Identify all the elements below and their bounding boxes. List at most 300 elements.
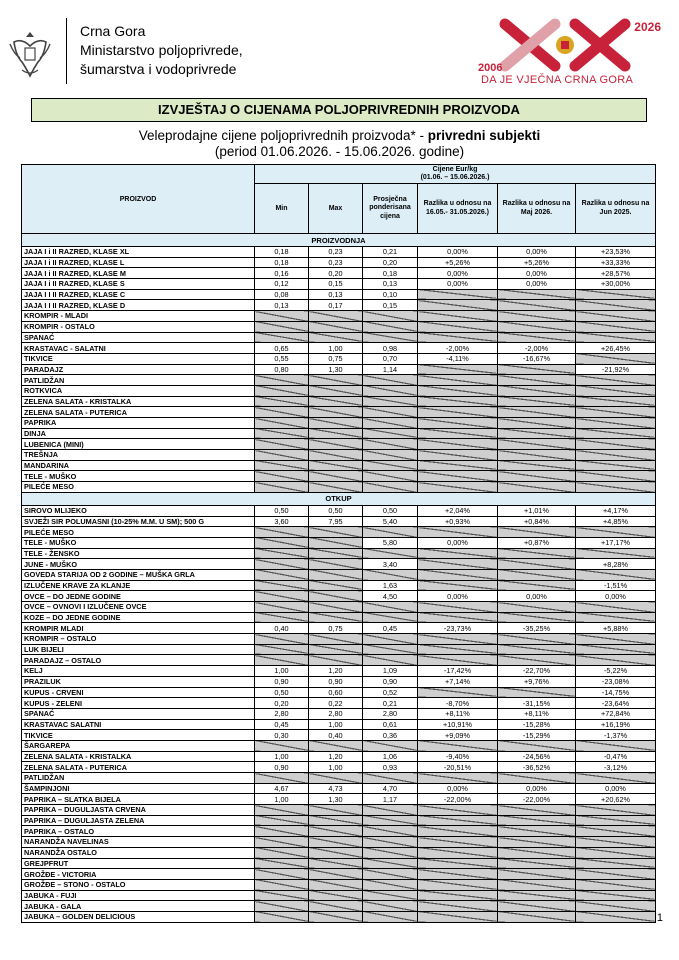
value-cell: -20,51% <box>418 762 498 773</box>
table-row <box>22 580 656 591</box>
price-group-title: Cijene Eur/kg <box>432 165 478 173</box>
hatched-cell <box>418 847 498 858</box>
value-cell: 0,65 <box>255 343 309 354</box>
hatched-cell <box>255 439 309 450</box>
hatched-cell <box>418 602 498 613</box>
hatched-cell <box>255 644 309 655</box>
table-row <box>22 268 656 279</box>
hatched-cell <box>363 321 418 332</box>
value-cell: -9,40% <box>418 751 498 762</box>
value-cell: 0,13 <box>363 279 418 290</box>
table-row <box>22 332 656 343</box>
value-cell: 1,00 <box>255 666 309 677</box>
hatched-cell <box>498 837 576 848</box>
hatched-cell <box>363 890 418 901</box>
value-cell: -4,11% <box>418 353 498 364</box>
value-cell: 2,80 <box>309 708 363 719</box>
table-row <box>22 482 656 493</box>
value-cell: 0,10 <box>363 289 418 300</box>
value-cell: +4,85% <box>576 516 656 527</box>
hatched-cell <box>498 385 576 396</box>
product-name: PARADAJZ – OSTALO <box>22 655 255 666</box>
value-cell: 0,20 <box>363 257 418 268</box>
product-name: LUK BIJELI <box>22 644 255 655</box>
hatched-cell <box>418 837 498 848</box>
table-row <box>22 257 656 268</box>
hatched-cell <box>363 634 418 645</box>
hatched-cell <box>309 901 363 912</box>
hatched-cell <box>498 527 576 538</box>
product-name: NARANDŽA OSTALO <box>22 847 255 858</box>
ministry-line-2: šumarstva i vodoprivrede <box>80 61 237 77</box>
value-cell: 0,50 <box>255 505 309 516</box>
hatched-cell <box>309 890 363 901</box>
hatched-cell <box>498 901 576 912</box>
hatched-cell <box>363 858 418 869</box>
table-row <box>22 666 656 677</box>
hatched-cell <box>255 396 309 407</box>
subtitle-bold: privredni subjekti <box>427 128 541 143</box>
product-name: OVCE – OVNOVI I IZLUČENE OVCE <box>22 602 255 613</box>
hatched-cell <box>418 332 498 343</box>
hatched-cell <box>255 901 309 912</box>
hatched-cell <box>418 612 498 623</box>
value-cell: 1,06 <box>363 751 418 762</box>
value-cell: +28,57% <box>576 268 656 279</box>
table-row <box>22 428 656 439</box>
value-cell: 0,16 <box>255 268 309 279</box>
value-cell: 4,70 <box>363 783 418 794</box>
value-cell: 0,21 <box>363 247 418 258</box>
hatched-cell <box>498 407 576 418</box>
value-cell: 1,30 <box>309 794 363 805</box>
table-row <box>22 858 656 869</box>
hatched-cell <box>498 569 576 580</box>
hatched-cell <box>363 655 418 666</box>
hatched-cell <box>363 396 418 407</box>
value-cell: -2,00% <box>418 343 498 354</box>
hatched-cell <box>309 773 363 784</box>
hatched-cell <box>576 548 656 559</box>
product-name: KROMPIR – OSTALO <box>22 634 255 645</box>
hatched-cell <box>498 847 576 858</box>
value-cell: -14,75% <box>576 687 656 698</box>
hatched-cell <box>498 858 576 869</box>
hatched-cell <box>418 655 498 666</box>
product-name: KOZE – DO JEDNE GODINE <box>22 612 255 623</box>
value-cell: 1,14 <box>363 364 418 375</box>
value-cell: +16,19% <box>576 719 656 730</box>
table-row <box>22 279 656 290</box>
value-cell: +5,26% <box>418 257 498 268</box>
value-cell: -3,12% <box>576 762 656 773</box>
hatched-cell <box>498 396 576 407</box>
value-cell: 0,00% <box>498 783 576 794</box>
table-row <box>22 559 656 570</box>
coat-of-arms-icon <box>8 28 52 80</box>
hatched-cell <box>418 407 498 418</box>
price-group-header <box>255 165 656 184</box>
hatched-cell <box>576 837 656 848</box>
table-row <box>22 364 656 375</box>
hatched-cell <box>498 911 576 922</box>
page-number: 1 <box>656 912 663 924</box>
hatched-cell <box>418 815 498 826</box>
hatched-cell <box>498 439 576 450</box>
hatched-cell <box>255 580 309 591</box>
product-name: KRASTAVAC - SALATNI <box>22 343 255 354</box>
table-row <box>22 247 656 258</box>
hatched-cell <box>576 890 656 901</box>
hatched-cell <box>255 321 309 332</box>
hatched-cell <box>255 385 309 396</box>
hatched-cell <box>498 687 576 698</box>
product-name: NARANDŽA NAVELINAS <box>22 837 255 848</box>
hatched-cell <box>498 460 576 471</box>
page-header <box>0 0 679 90</box>
value-cell: 0,20 <box>255 698 309 709</box>
product-name: JAJA I I II RAZRED, KLASE C <box>22 289 255 300</box>
value-cell: +30,00% <box>576 279 656 290</box>
hatched-cell <box>309 805 363 816</box>
hatched-cell <box>576 655 656 666</box>
value-cell: 0,00% <box>418 279 498 290</box>
product-name: OVCE – DO JEDNE GODINE <box>22 591 255 602</box>
product-name: ZELENA SALATA - PUTERICA <box>22 407 255 418</box>
value-cell: 4,67 <box>255 783 309 794</box>
table-row <box>22 591 656 602</box>
product-name: GOVEDA STARIJA OD 2 GODINE – MUŠKA GRLA <box>22 569 255 580</box>
value-cell: -15,29% <box>498 730 576 741</box>
hatched-cell <box>363 644 418 655</box>
hatched-cell <box>255 311 309 322</box>
product-name: KROMPIR MLADI <box>22 623 255 634</box>
hatched-cell <box>255 602 309 613</box>
value-cell: 2,80 <box>363 708 418 719</box>
value-cell: 0,90 <box>255 762 309 773</box>
hatched-cell <box>418 311 498 322</box>
hatched-cell <box>309 548 363 559</box>
hatched-cell <box>363 527 418 538</box>
table-row <box>22 418 656 429</box>
table-row <box>22 407 656 418</box>
price-group-period: (01.06. – 15.06.2026.) <box>420 174 490 181</box>
value-cell: +4,17% <box>576 505 656 516</box>
product-name: TREŠNJA <box>22 450 255 461</box>
hatched-cell <box>498 740 576 751</box>
value-cell: 0,12 <box>255 279 309 290</box>
value-cell: 1,30 <box>309 364 363 375</box>
subtitle-main: Veleprodajne cijene poljoprivrednih proizvoda* - <box>138 128 428 143</box>
section-header <box>22 492 656 505</box>
value-cell: -2,00% <box>498 343 576 354</box>
hatched-cell <box>255 537 309 548</box>
hatched-cell <box>418 634 498 645</box>
product-name: PAPRIKA – OSTALO <box>22 826 255 837</box>
table-row <box>22 901 656 912</box>
product-name: JABUKA - GALA <box>22 901 255 912</box>
table-row <box>22 450 656 461</box>
value-cell: 0,50 <box>309 505 363 516</box>
hatched-cell <box>576 428 656 439</box>
value-cell: -15,28% <box>498 719 576 730</box>
hatched-cell <box>309 527 363 538</box>
value-cell: -21,92% <box>576 364 656 375</box>
table-row <box>22 311 656 322</box>
hatched-cell <box>309 602 363 613</box>
product-name: PAPRIKA <box>22 418 255 429</box>
hatched-cell <box>576 602 656 613</box>
hatched-cell <box>309 450 363 461</box>
hatched-cell <box>498 289 576 300</box>
value-cell: 0,60 <box>309 687 363 698</box>
value-cell: -5,22% <box>576 666 656 677</box>
value-cell: 0,50 <box>255 687 309 698</box>
hatched-cell <box>363 879 418 890</box>
value-cell: -22,00% <box>418 794 498 805</box>
hatched-cell <box>363 837 418 848</box>
hatched-cell <box>576 869 656 880</box>
hatched-cell <box>576 289 656 300</box>
value-cell: +0,87% <box>498 537 576 548</box>
product-name: TIKVICE <box>22 353 255 364</box>
value-cell: 5,40 <box>363 516 418 527</box>
value-cell: +9,09% <box>418 730 498 741</box>
hatched-cell <box>498 890 576 901</box>
value-cell: 0,20 <box>309 268 363 279</box>
hatched-cell <box>498 580 576 591</box>
value-cell: +10,91% <box>418 719 498 730</box>
value-cell: 0,90 <box>363 676 418 687</box>
hatched-cell <box>309 537 363 548</box>
value-cell: 0,22 <box>309 698 363 709</box>
hatched-cell <box>255 740 309 751</box>
value-cell: 0,90 <box>255 676 309 687</box>
hatched-cell <box>255 911 309 922</box>
hatched-cell <box>363 375 418 386</box>
product-name: JAJA I i II RAZRED, KLASE S <box>22 279 255 290</box>
value-cell: -1,51% <box>576 580 656 591</box>
col-diff-period-header: Razlika u odnosu na 16.05.- 31.05.2026.) <box>418 184 498 234</box>
hatched-cell <box>255 450 309 461</box>
hatched-cell <box>498 300 576 311</box>
hatched-cell <box>255 332 309 343</box>
value-cell: 0,00% <box>498 247 576 258</box>
table-row <box>22 548 656 559</box>
hatched-cell <box>255 826 309 837</box>
hatched-cell <box>418 385 498 396</box>
hatched-cell <box>418 396 498 407</box>
value-cell: -23,08% <box>576 676 656 687</box>
hatched-cell <box>576 805 656 816</box>
hatched-cell <box>498 482 576 493</box>
product-name: LUBENICA (MINI) <box>22 439 255 450</box>
hatched-cell <box>309 826 363 837</box>
product-name: JAJA I i II RAZRED, KLASE M <box>22 268 255 279</box>
hatched-cell <box>309 407 363 418</box>
value-cell: 1,00 <box>309 762 363 773</box>
product-name: PILEĆE MESO <box>22 527 255 538</box>
value-cell: +2,04% <box>418 505 498 516</box>
anniversary-logo <box>475 14 671 84</box>
value-cell: 0,90 <box>309 676 363 687</box>
product-name: SIROVO MLIJEKO <box>22 505 255 516</box>
hatched-cell <box>418 321 498 332</box>
value-cell: 1,63 <box>363 580 418 591</box>
value-cell: 0,55 <box>255 353 309 364</box>
hatched-cell <box>576 450 656 461</box>
value-cell: 0,75 <box>309 353 363 364</box>
product-name: GROŽĐE - VICTORIA <box>22 869 255 880</box>
product-name: KUPUS - ZELENI <box>22 698 255 709</box>
hatched-cell <box>309 311 363 322</box>
hatched-cell <box>255 559 309 570</box>
hatched-cell <box>255 527 309 538</box>
table-row <box>22 321 656 332</box>
product-name: ZELENA SALATA - PUTERICA <box>22 762 255 773</box>
table-row <box>22 439 656 450</box>
ministry-line-1: Ministarstvo poljoprivrede, <box>80 42 243 58</box>
table-row <box>22 537 656 548</box>
hatched-cell <box>309 385 363 396</box>
country-name: Crna Gora <box>80 23 146 39</box>
hatched-cell <box>498 364 576 375</box>
product-name: JAJA I i II RAZRED, KLASE L <box>22 257 255 268</box>
hatched-cell <box>418 879 498 890</box>
value-cell: 1,17 <box>363 794 418 805</box>
table-row <box>22 719 656 730</box>
hatched-cell <box>498 332 576 343</box>
hatched-cell <box>418 580 498 591</box>
table-row <box>22 687 656 698</box>
hatched-cell <box>255 375 309 386</box>
product-name: JAJA I I II RAZRED, KLASE D <box>22 300 255 311</box>
table-row <box>22 527 656 538</box>
value-cell: 0,00% <box>498 591 576 602</box>
value-cell: 0,00% <box>576 591 656 602</box>
hatched-cell <box>309 471 363 482</box>
value-cell: 0,00% <box>576 783 656 794</box>
value-cell: -17,42% <box>418 666 498 677</box>
hatched-cell <box>309 396 363 407</box>
hatched-cell <box>576 396 656 407</box>
hatched-cell <box>363 901 418 912</box>
product-name: JABUKA - FUJI <box>22 890 255 901</box>
value-cell: 0,18 <box>255 247 309 258</box>
hatched-cell <box>576 644 656 655</box>
table-row <box>22 343 656 354</box>
hatched-cell <box>363 805 418 816</box>
hatched-cell <box>576 858 656 869</box>
table-row <box>22 289 656 300</box>
hatched-cell <box>576 439 656 450</box>
value-cell: 0,70 <box>363 353 418 364</box>
hatched-cell <box>576 569 656 580</box>
hatched-cell <box>309 460 363 471</box>
hatched-cell <box>418 450 498 461</box>
hatched-cell <box>418 687 498 698</box>
product-name: KROMPIR - MLADI <box>22 311 255 322</box>
hatched-cell <box>418 911 498 922</box>
table-row <box>22 890 656 901</box>
value-cell: 0,00% <box>418 591 498 602</box>
hatched-cell <box>363 311 418 322</box>
value-cell: 1,00 <box>309 343 363 354</box>
hatched-cell <box>255 837 309 848</box>
hatched-cell <box>576 634 656 645</box>
product-name: ŠAMPINJONI <box>22 783 255 794</box>
hatched-cell <box>498 548 576 559</box>
value-cell: 1,20 <box>309 666 363 677</box>
table-row <box>22 602 656 613</box>
hatched-cell <box>576 300 656 311</box>
hatched-cell <box>309 580 363 591</box>
table-row <box>22 698 656 709</box>
table-row <box>22 375 656 386</box>
hatched-cell <box>498 869 576 880</box>
value-cell: -31,15% <box>498 698 576 709</box>
hatched-cell <box>498 879 576 890</box>
value-cell: 0,00% <box>418 537 498 548</box>
hatched-cell <box>309 847 363 858</box>
hatched-cell <box>576 612 656 623</box>
product-name: ŠARGAREPA <box>22 740 255 751</box>
product-name: PAPRIKA – DUGULJASTA CRVENA <box>22 805 255 816</box>
hatched-cell <box>576 311 656 322</box>
hatched-cell <box>498 805 576 816</box>
hatched-cell <box>363 428 418 439</box>
value-cell: -22,00% <box>498 794 576 805</box>
table-row <box>22 300 656 311</box>
hatched-cell <box>363 450 418 461</box>
product-name: SPANAĆ <box>22 708 255 719</box>
hatched-cell <box>418 289 498 300</box>
table-row <box>22 676 656 687</box>
hatched-cell <box>418 559 498 570</box>
hatched-cell <box>309 740 363 751</box>
table-row <box>22 794 656 805</box>
value-cell: 0,17 <box>309 300 363 311</box>
hatched-cell <box>418 428 498 439</box>
hatched-cell <box>363 612 418 623</box>
value-cell: 4,50 <box>363 591 418 602</box>
hatched-cell <box>576 901 656 912</box>
hatched-cell <box>309 559 363 570</box>
table-row <box>22 471 656 482</box>
table-row <box>22 762 656 773</box>
price-table <box>21 164 656 923</box>
value-cell: 1,20 <box>309 751 363 762</box>
table-row <box>22 644 656 655</box>
hatched-cell <box>418 805 498 816</box>
product-name: KROMPIR - OSTALO <box>22 321 255 332</box>
hatched-cell <box>498 826 576 837</box>
hatched-cell <box>418 460 498 471</box>
hatched-cell <box>576 482 656 493</box>
hatched-cell <box>309 569 363 580</box>
hatched-cell <box>576 418 656 429</box>
hatched-cell <box>255 482 309 493</box>
col-max-header: Max <box>309 184 363 234</box>
hatched-cell <box>576 527 656 538</box>
hatched-cell <box>576 911 656 922</box>
table-row <box>22 826 656 837</box>
value-cell: -35,25% <box>498 623 576 634</box>
hatched-cell <box>309 815 363 826</box>
hatched-cell <box>576 471 656 482</box>
hatched-cell <box>576 740 656 751</box>
value-cell: 1,00 <box>309 719 363 730</box>
